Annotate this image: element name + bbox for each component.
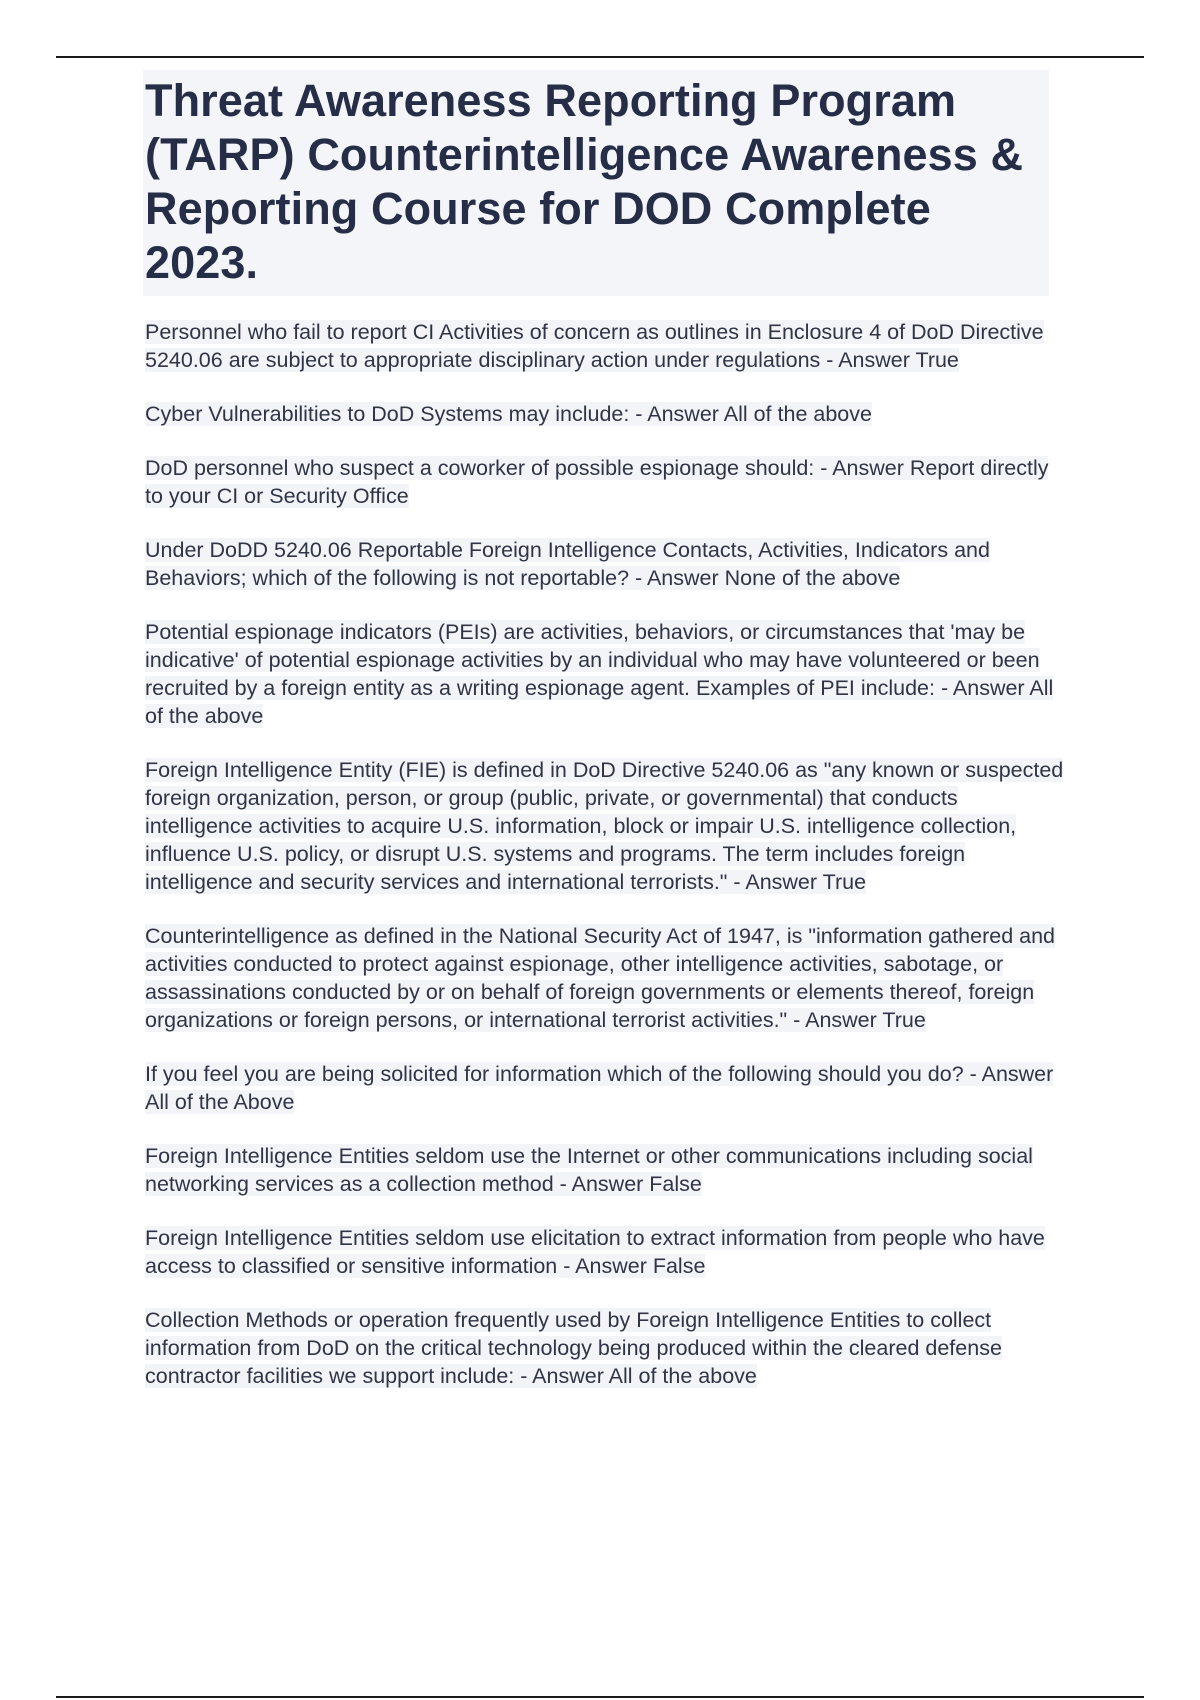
bottom-rule	[56, 1696, 1144, 1698]
qa-item-text: If you feel you are being solicited for information which of the following should you do? - Answer All of the Above	[145, 1062, 1054, 1114]
qa-item	[145, 618, 1065, 730]
qa-list	[145, 318, 1065, 1416]
top-rule	[56, 56, 1144, 58]
qa-item-text: Foreign Intelligence Entity (FIE) is defined in DoD Directive 5240.06 as "any known or suspected foreign organization, person, or group (public, private, or governmental) that conducts intelligence activities to acquire U.S. information, block or impair U.S. intelligence collection, influence U.S. policy, or disrupt U.S. systems and programs. The term includes foreign intelligence and security services and international terrorists." - Answer True	[145, 758, 1064, 894]
qa-item	[145, 318, 1065, 374]
qa-item	[145, 1060, 1065, 1116]
qa-item-text: DoD personnel who suspect a coworker of possible espionage should: - Answer Report directly to your CI or Security Office	[145, 456, 1049, 508]
title-block	[143, 70, 1049, 296]
qa-item	[145, 756, 1065, 896]
qa-item-text: Foreign Intelligence Entities seldom use elicitation to extract information from people who have access to classified or sensitive information - Answer False	[145, 1226, 1045, 1278]
qa-item-text: Foreign Intelligence Entities seldom use the Internet or other communications including social networking services as a collection method - Answer False	[145, 1144, 1033, 1196]
qa-item	[145, 454, 1065, 510]
qa-item	[145, 536, 1065, 592]
qa-item	[145, 1306, 1065, 1390]
page-title: Threat Awareness Reporting Program (TARP) Counterintelligence Awareness & Reporting Course for DOD Complete 2023.	[145, 75, 1024, 288]
qa-item	[145, 1142, 1065, 1198]
qa-item-text: Personnel who fail to report CI Activities of concern as outlines in Enclosure 4 of DoD Directive 5240.06 are subject to appropriate disciplinary action under regulations - Answer True	[145, 320, 1044, 372]
qa-item-text: Cyber Vulnerabilities to DoD Systems may include: - Answer All of the above	[145, 402, 872, 426]
qa-item-text: Potential espionage indicators (PEIs) are activities, behaviors, or circumstances that 'may be indicative' of potential espionage activities by an individual who may have volunteered or been recruited by a foreign entity as a writing espionage agent. Examples of PEI include: - Answer All of the above	[145, 620, 1054, 728]
qa-item-text: Counterintelligence as defined in the National Security Act of 1947, is "information gathered and activities conducted to protect against espionage, other intelligence activities, sabotage, or assassinations conducted by or on behalf of foreign governments or elements thereof, foreign organizations or foreign persons, or international terrorist activities." - Answer True	[145, 924, 1056, 1032]
qa-item	[145, 400, 1065, 428]
qa-item	[145, 922, 1065, 1034]
qa-item-text: Under DoDD 5240.06 Reportable Foreign Intelligence Contacts, Activities, Indicators and Behaviors; which of the following is not reportable? - Answer None of the above	[145, 538, 990, 590]
qa-item-text: Collection Methods or operation frequently used by Foreign Intelligence Entities to collect information from DoD on the critical technology being produced within the cleared defense contractor facilities we support include: - Answer All of the above	[145, 1308, 1002, 1388]
qa-item	[145, 1224, 1065, 1280]
